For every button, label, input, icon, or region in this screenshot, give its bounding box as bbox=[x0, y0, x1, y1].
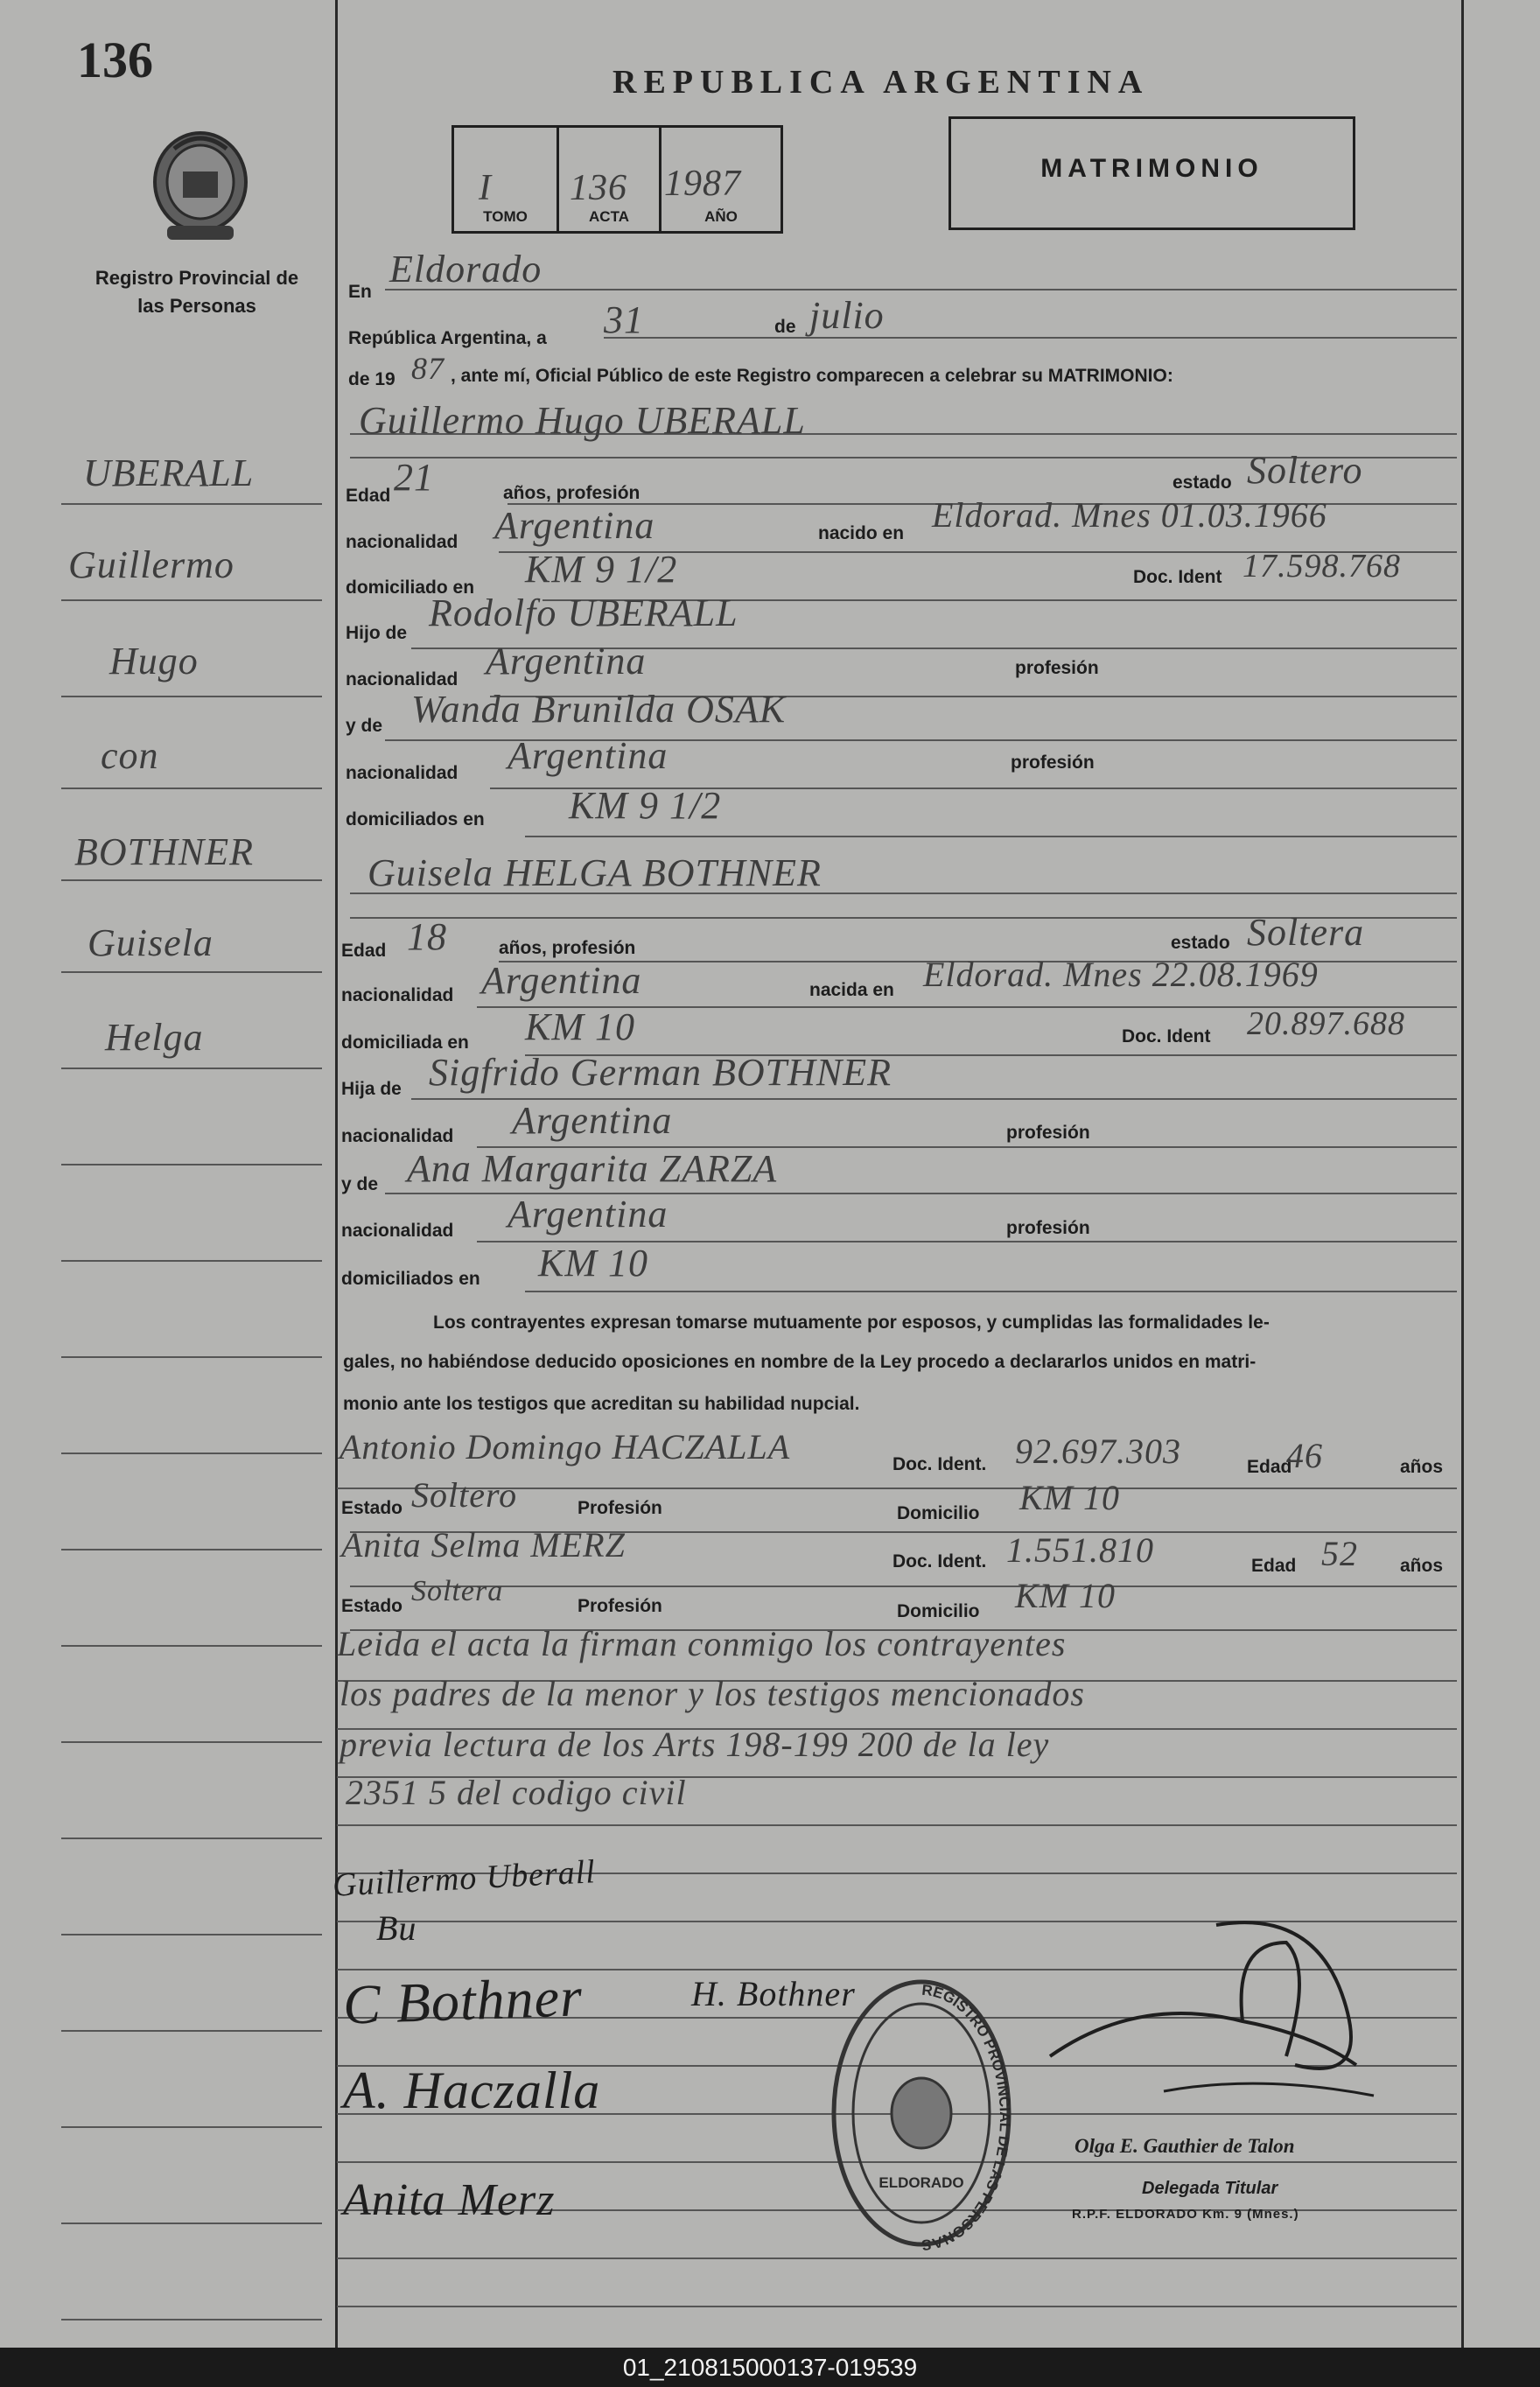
image-identifier: 01_210815000137-019539 bbox=[0, 2348, 1540, 2387]
groom-doc: 17.598.768 bbox=[1242, 548, 1401, 584]
witness1-name: Antonio Domingo HACZALLA bbox=[340, 1427, 791, 1466]
witness1-estado: Soltero bbox=[411, 1475, 518, 1515]
record-type: MATRIMONIO bbox=[1040, 154, 1264, 183]
label-nacida-en: nacida en bbox=[809, 980, 894, 1000]
bride-nacida: Eldorad. Mnes 22.08.1969 bbox=[923, 955, 1319, 994]
groom-padre-nac: Argentina bbox=[486, 640, 647, 682]
label-domiciliados-en-bride: domiciliados en bbox=[341, 1269, 480, 1289]
bride-domicilio: KM 10 bbox=[525, 1005, 635, 1048]
label-estado-bride: estado bbox=[1171, 933, 1230, 953]
signature-witness1: A. Haczalla bbox=[343, 2062, 601, 2119]
signature-groom: Guillermo Uberall bbox=[332, 1853, 597, 1904]
label-anos-w1: años bbox=[1400, 1457, 1444, 1477]
witness2-domicilio: KM 10 bbox=[1015, 1576, 1116, 1615]
groom-estado: Soltero bbox=[1247, 449, 1363, 492]
label-domiciliado-en: domiciliado en bbox=[346, 578, 475, 598]
witness1-edad: 46 bbox=[1286, 1436, 1323, 1475]
margin-line-2: Guillermo bbox=[68, 543, 234, 586]
bride-padre: Sigfrido German BOTHNER bbox=[429, 1051, 892, 1094]
margin-line-7: Helga bbox=[105, 1016, 204, 1059]
label-comparecen: , ante mí, Oficial Público de este Registro comparecen a celebrar su MATRIMONIO: bbox=[451, 366, 1173, 386]
notes-line-2: los padres de la menor y los testigos mencionados bbox=[340, 1674, 1085, 1713]
page-number: 136 bbox=[77, 32, 153, 88]
label-y-de-groom: y de bbox=[346, 716, 383, 736]
label-nacido-en: nacido en bbox=[818, 523, 905, 543]
witness1-domicilio: KM 10 bbox=[1019, 1478, 1120, 1517]
label-estado-w1: Estado bbox=[341, 1498, 403, 1518]
signature-witness2: Anita Merz bbox=[343, 2175, 556, 2225]
notes-line-3: previa lectura de los Arts 198-199 200 de la ley bbox=[340, 1725, 1050, 1764]
ano-label: AÑO bbox=[704, 208, 738, 225]
record-type-box bbox=[948, 116, 1355, 230]
groom-padre: Rodolfo UBERALL bbox=[429, 592, 738, 634]
officer-name: Olga E. Gauthier de Talon bbox=[1074, 2135, 1295, 2157]
bride-nacionalidad: Argentina bbox=[481, 959, 642, 1002]
label-republica: República Argentina, a bbox=[348, 328, 547, 348]
label-domiciliados-en-groom: domiciliados en bbox=[346, 809, 485, 830]
groom-madre-nac: Argentina bbox=[508, 734, 668, 777]
label-anos-profesion-groom: años, profesión bbox=[503, 483, 640, 503]
label-hijo-de: Hijo de bbox=[346, 623, 408, 643]
label-en: En bbox=[348, 282, 372, 302]
witness2-estado: Soltera bbox=[411, 1575, 504, 1607]
coat-of-arms-icon bbox=[143, 121, 258, 250]
groom-age: 21 bbox=[394, 456, 434, 499]
witness1-doc: 92.697.303 bbox=[1015, 1432, 1181, 1471]
label-doc-ident-w1: Doc. Ident. bbox=[892, 1454, 987, 1474]
margin-line-4: con bbox=[101, 734, 159, 777]
groom-nacionalidad: Argentina bbox=[494, 504, 655, 547]
label-profesion-bride-padre: profesión bbox=[1006, 1123, 1090, 1143]
officer-office: R.P.F. ELDORADO Km. 9 (Mnes.) bbox=[1072, 2207, 1299, 2222]
label-de-mes: de bbox=[774, 317, 796, 337]
label-doc-ident-bride: Doc. Ident bbox=[1122, 1026, 1211, 1046]
label-hija-de: Hija de bbox=[341, 1079, 402, 1099]
label-doc-ident-groom: Doc. Ident bbox=[1133, 567, 1222, 587]
declaration-line-3: monio ante los testigos que acreditan su habilidad nupcial. bbox=[343, 1394, 860, 1414]
label-nacionalidad-bride-madre: nacionalidad bbox=[341, 1221, 454, 1241]
label-estado-groom: estado bbox=[1172, 472, 1232, 493]
label-doc-ident-w2: Doc. Ident. bbox=[892, 1551, 987, 1572]
label-profesion-bride-madre: profesión bbox=[1006, 1218, 1090, 1238]
left-column-border bbox=[335, 0, 338, 2348]
signature-initials: Bu bbox=[376, 1908, 417, 1948]
label-domicilio-w1: Domicilio bbox=[897, 1503, 980, 1523]
acta-value: 136 bbox=[570, 168, 627, 208]
label-profesion-groom-madre: profesión bbox=[1011, 752, 1095, 773]
margin-line-1: UBERALL bbox=[83, 452, 255, 494]
label-anos-w2: años bbox=[1400, 1556, 1444, 1576]
label-profesion-groom-padre: profesión bbox=[1015, 658, 1099, 678]
registry-name: Registro Provincial de las Personas bbox=[94, 267, 299, 317]
label-edad-groom: Edad bbox=[346, 486, 391, 506]
groom-madre: Wanda Brunilda OSAK bbox=[411, 688, 787, 731]
bride-age: 18 bbox=[407, 915, 447, 958]
tomo-value: I bbox=[479, 168, 492, 208]
bride-padre-nac: Argentina bbox=[512, 1099, 673, 1142]
anio: 87 bbox=[411, 351, 444, 386]
bride-doc: 20.897.688 bbox=[1247, 1005, 1405, 1042]
seal-place: ELDORADO bbox=[878, 2174, 964, 2191]
declaration-line-2: gales, no habiéndose deducido oposiciones en nombre de la Ley procedo a declararlos unidos en matri- bbox=[343, 1352, 1256, 1372]
label-edad-w2: Edad bbox=[1251, 1556, 1297, 1576]
acta-label: ACTA bbox=[589, 208, 629, 225]
label-nacionalidad-groom-padre: nacionalidad bbox=[346, 669, 458, 690]
officer-signature bbox=[1032, 1890, 1382, 2118]
officer-title: Delegada Titular bbox=[1142, 2179, 1278, 2198]
groom-padres-domicilio: KM 9 1/2 bbox=[569, 784, 722, 827]
lugar: Eldorado bbox=[389, 248, 542, 290]
bride-estado: Soltera bbox=[1247, 911, 1365, 954]
tomo-label: TOMO bbox=[483, 208, 528, 225]
label-estado-w2: Estado bbox=[341, 1596, 403, 1616]
witness2-doc: 1.551.810 bbox=[1006, 1530, 1154, 1570]
label-domicilio-w2: Domicilio bbox=[897, 1601, 980, 1621]
label-nacionalidad-groom: nacionalidad bbox=[346, 532, 458, 552]
label-edad-w1: Edad bbox=[1247, 1457, 1292, 1477]
bride-name: Guisela HELGA BOTHNER bbox=[368, 851, 822, 894]
bride-madre: Ana Margarita ZARZA bbox=[407, 1147, 778, 1190]
record-number-box bbox=[452, 125, 783, 234]
margin-line-6: Guisela bbox=[88, 921, 214, 964]
signature-bride-father: H. Bothner bbox=[691, 1974, 856, 2013]
label-nacionalidad-bride-padre: nacionalidad bbox=[341, 1126, 454, 1146]
label-profesion-w2: Profesión bbox=[578, 1596, 662, 1616]
witness2-edad: 52 bbox=[1321, 1534, 1358, 1573]
witness2-name: Anita Selma MERZ bbox=[341, 1525, 626, 1564]
label-nacionalidad-bride: nacionalidad bbox=[341, 985, 454, 1005]
notes-line-4: 2351 5 del codigo civil bbox=[346, 1773, 687, 1812]
signature-bride: C Bothner bbox=[341, 1965, 584, 2036]
declaration-line-1: Los contrayentes expresan tomarse mutuamente por esposos, y cumplidas las formalidades le- bbox=[433, 1312, 1270, 1333]
margin-line-3: Hugo bbox=[109, 640, 199, 682]
bride-madre-nac: Argentina bbox=[508, 1193, 668, 1236]
label-domiciliada-en: domiciliada en bbox=[341, 1032, 469, 1053]
label-edad-bride: Edad bbox=[341, 941, 387, 961]
official-seal bbox=[821, 1969, 1022, 2258]
label-y-de-bride: y de bbox=[341, 1174, 379, 1194]
seal-text: REGISTRO PROVINCIAL DE LAS PERSONAS bbox=[920, 1981, 1013, 2254]
dia: 31 bbox=[604, 298, 644, 341]
groom-domicilio: KM 9 1/2 bbox=[525, 548, 678, 591]
country-title: REPUBLICA ARGENTINA bbox=[612, 64, 1150, 101]
ano-value: 1987 bbox=[664, 164, 741, 204]
label-profesion-w1: Profesión bbox=[578, 1498, 662, 1518]
label-anos-profesion-bride: años, profesión bbox=[499, 938, 636, 958]
groom-name: Guillermo Hugo UBERALL bbox=[359, 399, 806, 442]
notes-line-1: Leida el acta la firman conmigo los contrayentes bbox=[337, 1624, 1067, 1663]
mes: julio bbox=[809, 294, 885, 337]
label-nacionalidad-groom-madre: nacionalidad bbox=[346, 763, 458, 783]
label-de-19: de 19 bbox=[348, 369, 396, 389]
bride-padres-domicilio: KM 10 bbox=[538, 1242, 648, 1284]
groom-nacido: Eldorad. Mnes 01.03.1966 bbox=[932, 495, 1327, 535]
right-column-border bbox=[1461, 0, 1464, 2348]
margin-line-5: BOTHNER bbox=[74, 830, 254, 873]
